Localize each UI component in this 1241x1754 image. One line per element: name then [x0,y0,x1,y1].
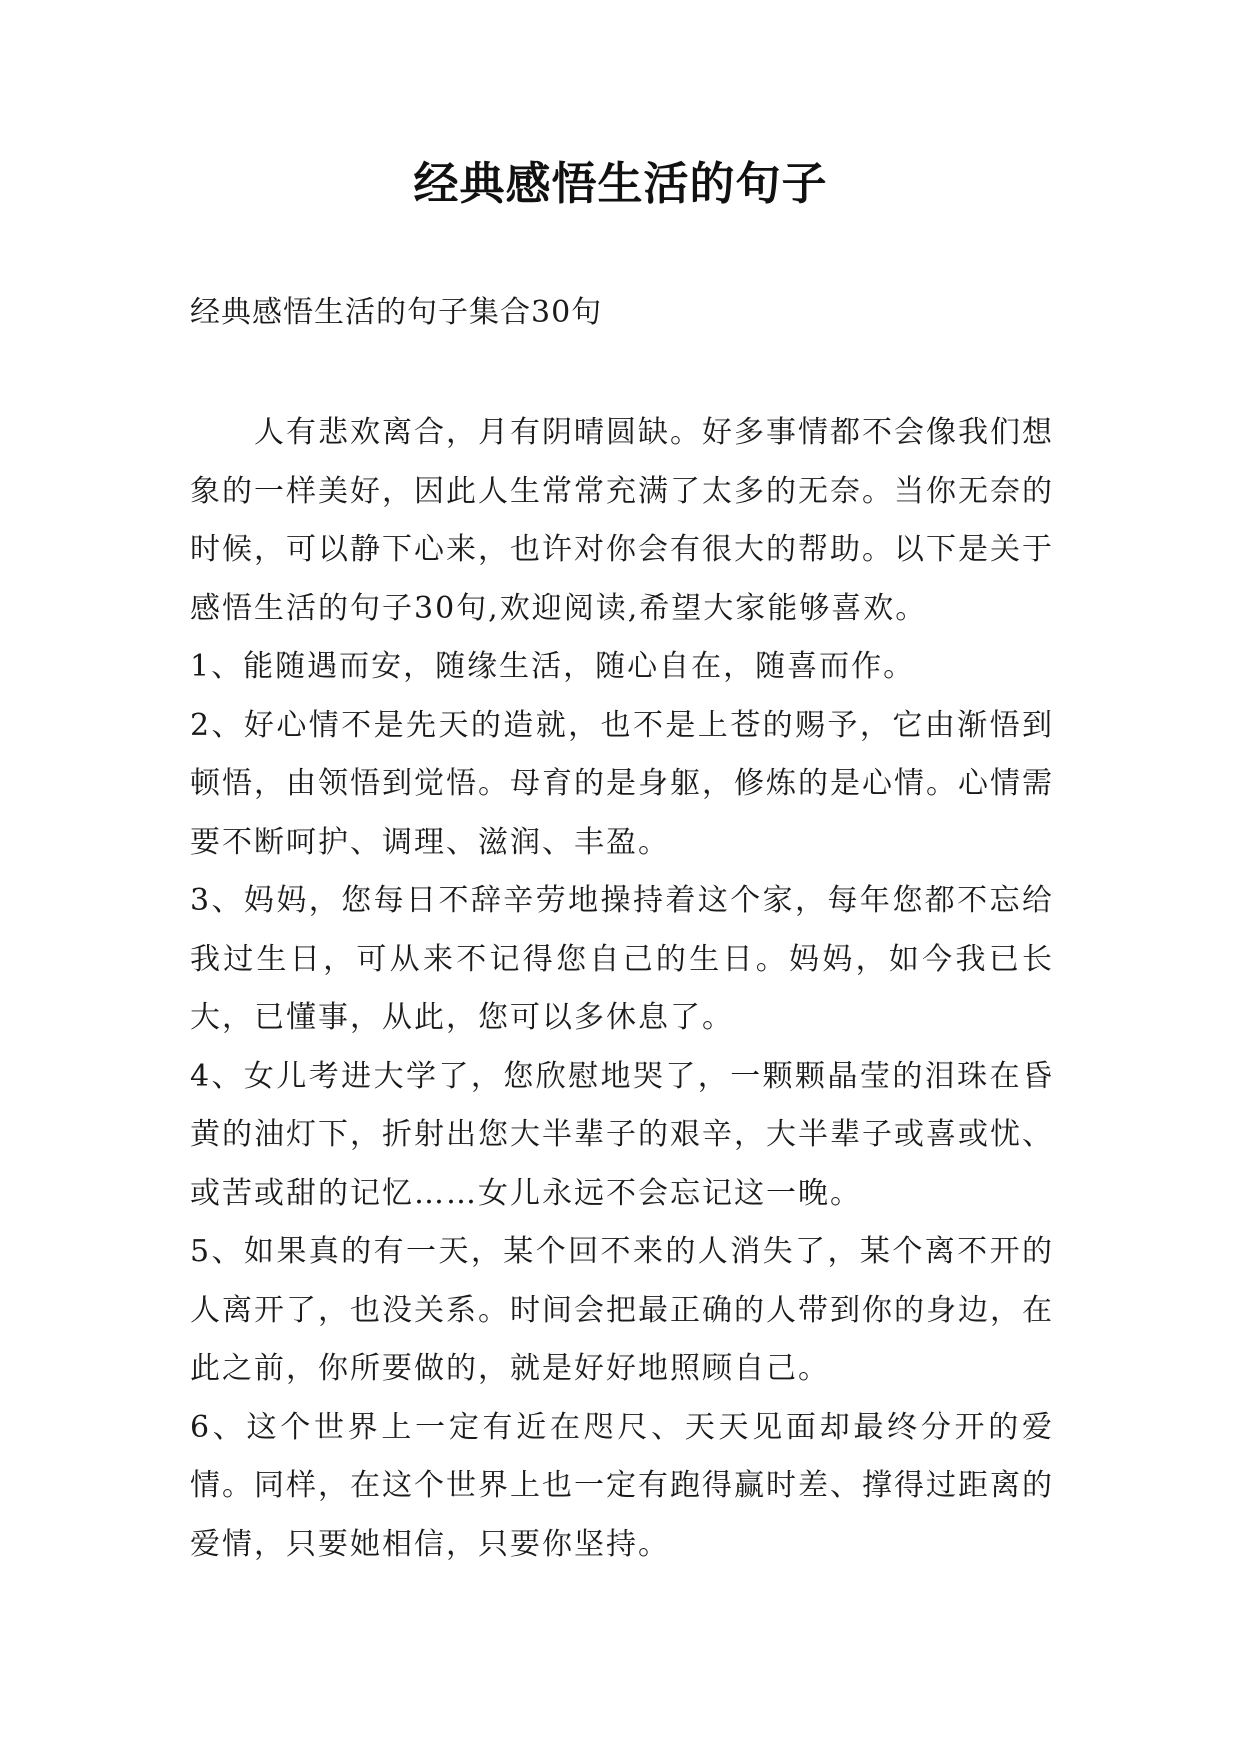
list-item: 1、能随遇而安，随缘生活，随心自在，随喜而作。 [190,649,916,684]
document-body [190,404,1054,1574]
document-subtitle: 经典感悟生活的句子集合30句 [190,295,603,330]
intro-paragraph: 人有悲欢离合，月有阴晴圆缺。好多事情都不会像我们想象的一样美好，因此人生常常充满了太多的无奈。当你无奈的时候，可以静下心来，也许对你会有很大的帮助。以下是关于感悟生活的句子30句,欢迎阅读,希望大家能够喜欢。 [190,415,1054,626]
list-item: 4、女儿考进大学了，您欣慰地哭了，一颗颗晶莹的泪珠在昏黄的油灯下，折射出您大半辈子的艰辛，大半辈子或喜或忧、或苦或甜的记忆……女儿永远不会忘记这一晚。 [190,1058,1054,1211]
list-item: 2、好心情不是先天的造就，也不是上苍的赐予，它由渐悟到顿悟，由领悟到觉悟。母育的是身躯，修炼的是心情。心情需要不断呵护、调理、滋润、丰盈。 [190,707,1054,860]
list-item: 3、妈妈，您每日不辞辛劳地操持着这个家，每年您都不忘给我过生日，可从来不记得您自己的生日。妈妈，如今我已长大，已懂事，从此，您可以多休息了。 [190,883,1054,1035]
document-title: 经典感悟生活的句子 [413,157,828,210]
list-item: 5、如果真的有一天，某个回不来的人消失了，某个离不开的人离开了，也没关系。时间会把最正确的人带到你的身边，在此之前，你所要做的，就是好好地照顾自己。 [190,1234,1054,1386]
list-item: 6、这个世界上一定有近在咫尺、天天见面却最终分开的爱情。同样，在这个世界上也一定有跑得赢时差、撑得过距离的爱情，只要她相信，只要你坚持。 [190,1409,1054,1562]
